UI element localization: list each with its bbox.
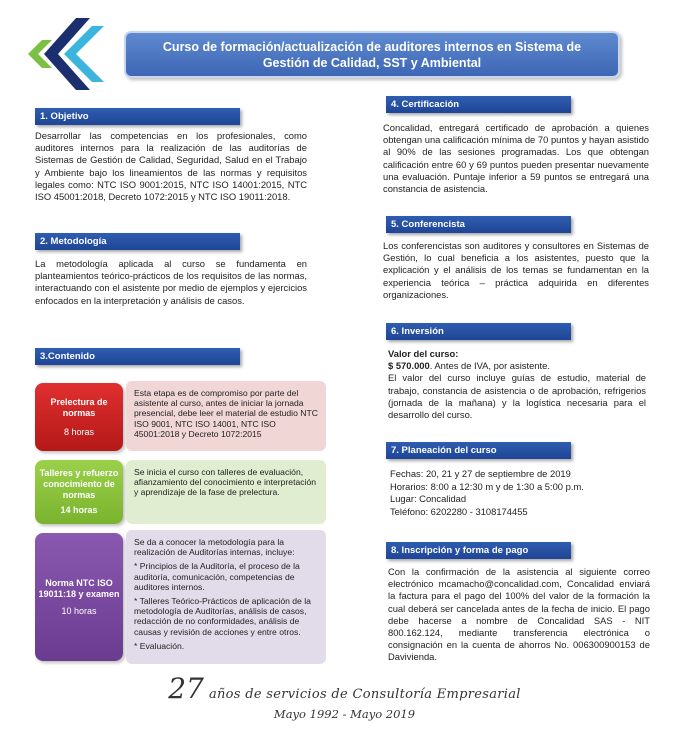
stage-norma-desc-p1: * Principios de la Auditoría, el proceso de la auditoría, comunicación, competencias de auditores internos. (134, 561, 300, 592)
stage-norma (35, 533, 123, 661)
conferencista-text: Los conferencistas son auditores y consultores en Sistemas de Gestión, lo cual beneficia a los asistentes, puesto que la explicación y el análisis de los temas se fundamentan en la experiencia teórica – práctica adquirida en diferentes organizaciones. (383, 240, 649, 300)
metodologia-text: La metodología aplicada al curso se fundamenta en planteamientos teórico-prácticos de los requisitos de las normas, interactuando con el asistente por medio de ejemplos y ejercicios enfocados en la interpretación y análisis de casos. (35, 258, 307, 306)
objetivo-text: Desarrollar las competencias en los profesionales, como auditores internos para la realización de las auditorías de Sistemas de Gestión de Calidad, Seguridad, Salud en el Trabajo y Ambiente bajo los lineamientos de las normas y requisitos legales como: NTC ISO 9001:2015, NTC ISO 14001:2015, NTC ISO 45001:2018, Decreto 1072:2015 y NTC ISO 19011:2018. (35, 130, 307, 203)
inscripcion-heading: 8. Inscripción y forma de pago (386, 542, 571, 559)
planeacion-telefono: Teléfono: 6202280 - 3108174455 (390, 505, 528, 517)
stage-talleres (35, 460, 123, 524)
stage-norma-title: Norma NTC ISO 19011:18 y examen (38, 577, 120, 599)
objetivo-heading: 1. Objetivo (35, 108, 240, 125)
inversion-heading: 6. Inversión (386, 323, 571, 340)
planeacion-fechas: Fechas: 20, 21 y 27 de septiembre de 2019 (390, 468, 571, 479)
stage-norma-hours: 10 horas (61, 605, 97, 616)
concalidad-logo (28, 16, 112, 92)
stage-norma-desc-intro: Se da a conocer la metodología para la realización de Auditorías internas, incluye: (134, 537, 295, 558)
stage-talleres-title: Talleres y refuerzo conocimiento de normas (39, 468, 119, 500)
inversion-text: El valor del curso incluye guías de estudio, material de trabajo, constancia de asistencia o de aprobación, refrigerios (jornada de la mañana) y la logística necesaria para el desarrollo del curso. (388, 372, 646, 421)
stage-prelectura-desc (126, 381, 326, 451)
footer-tagline-text: años de servicios de Consultoría Empresarial (208, 687, 521, 702)
footer-period: Mayo 1992 - Mayo 2019 (273, 707, 416, 721)
stage-prelectura (35, 383, 123, 451)
inscripcion-text: Con la confirmación de la asistencia al siguiente correo electrónico mcamacho@concalidad.com, Concalidad enviará la factura para el pago del 100% del valor de la formación la cual deberá ser cancelada antes de la fecha de inicio. El pago debe hacerse a nombre de Concalidad SAS - NIT 800.162.124, mediante transferencia electrónica o consignación en la cuenta de ahorros No. 006300900153 de Davivienda. (388, 566, 650, 663)
stage-norma-desc (126, 530, 326, 664)
inversion-price: $ 570.000 (388, 360, 430, 372)
stage-talleres-desc-text: Se inicia el curso con talleres de evaluación, afianzamiento del conocimiento e interpretación y aprendizaje de la fase de prelectura. (134, 467, 317, 498)
certificacion-text: Concalidad, entregará certificado de aprobación a quienes obtengan una calificación mínima de 70 puntos y hayan asistido al 90% de las sesiones programadas. Los que obtengan calificación entre 60 y 69 puntos pueden presentar nuevamente una evaluación. Puntaje inferior a 59 puntos se entregará una constancia de asistencia. (383, 122, 649, 195)
inversion-price-line (388, 360, 646, 372)
inversion-price-suffix: . Antes de IVA, por asistente. (429, 360, 550, 372)
course-title: Curso de formación/actualización de auditores internos en Sistema de Gestión de Calidad, SST y Ambiental (124, 31, 620, 78)
contenido-heading: 3.Contenido (35, 348, 240, 365)
footer-years: 27 (168, 672, 204, 705)
footer-tagline (0, 672, 689, 705)
stage-talleres-desc (126, 460, 326, 524)
stage-prelectura-desc-text: Esta etapa es de compromiso por parte del asistente al curso, antes de iniciar la jornada presencial, debe leer el material de estudio NTC ISO 9001, NTC ISO 14001, NTC ISO 45001:2018 y Decreto 1072:2015 (134, 388, 318, 439)
metodologia-heading: 2. Metodología (35, 233, 240, 250)
stage-talleres-hours: 14 horas (60, 505, 98, 515)
stage-prelectura-title: Prelectura de normas (50, 396, 108, 418)
certificacion-heading: 4. Certificación (386, 96, 571, 113)
planeacion-heading: 7. Planeación del curso (386, 442, 571, 459)
planeacion-lugar: Lugar: Concalidad (390, 493, 467, 504)
conferencista-heading: 5. Conferencista (386, 216, 571, 233)
stage-norma-desc-p3: * Evaluación. (134, 640, 185, 651)
stage-norma-desc-p2: * Talleres Teórico-Prácticos de aplicación de la metodología de Auditorías, análisis de casos, redacción de no conformidades, análisis de causas y revisión de acciones y entre otros. (134, 596, 311, 637)
planeacion-horarios: Horarios: 8:00 a 12:30 m y de 1:30 a 5:00 p.m. (390, 480, 584, 492)
inversion-label: Valor del curso: (388, 348, 459, 359)
stage-prelectura-hours: 8 horas (63, 426, 95, 437)
planeacion-block (390, 468, 646, 518)
inversion-block (388, 348, 646, 421)
